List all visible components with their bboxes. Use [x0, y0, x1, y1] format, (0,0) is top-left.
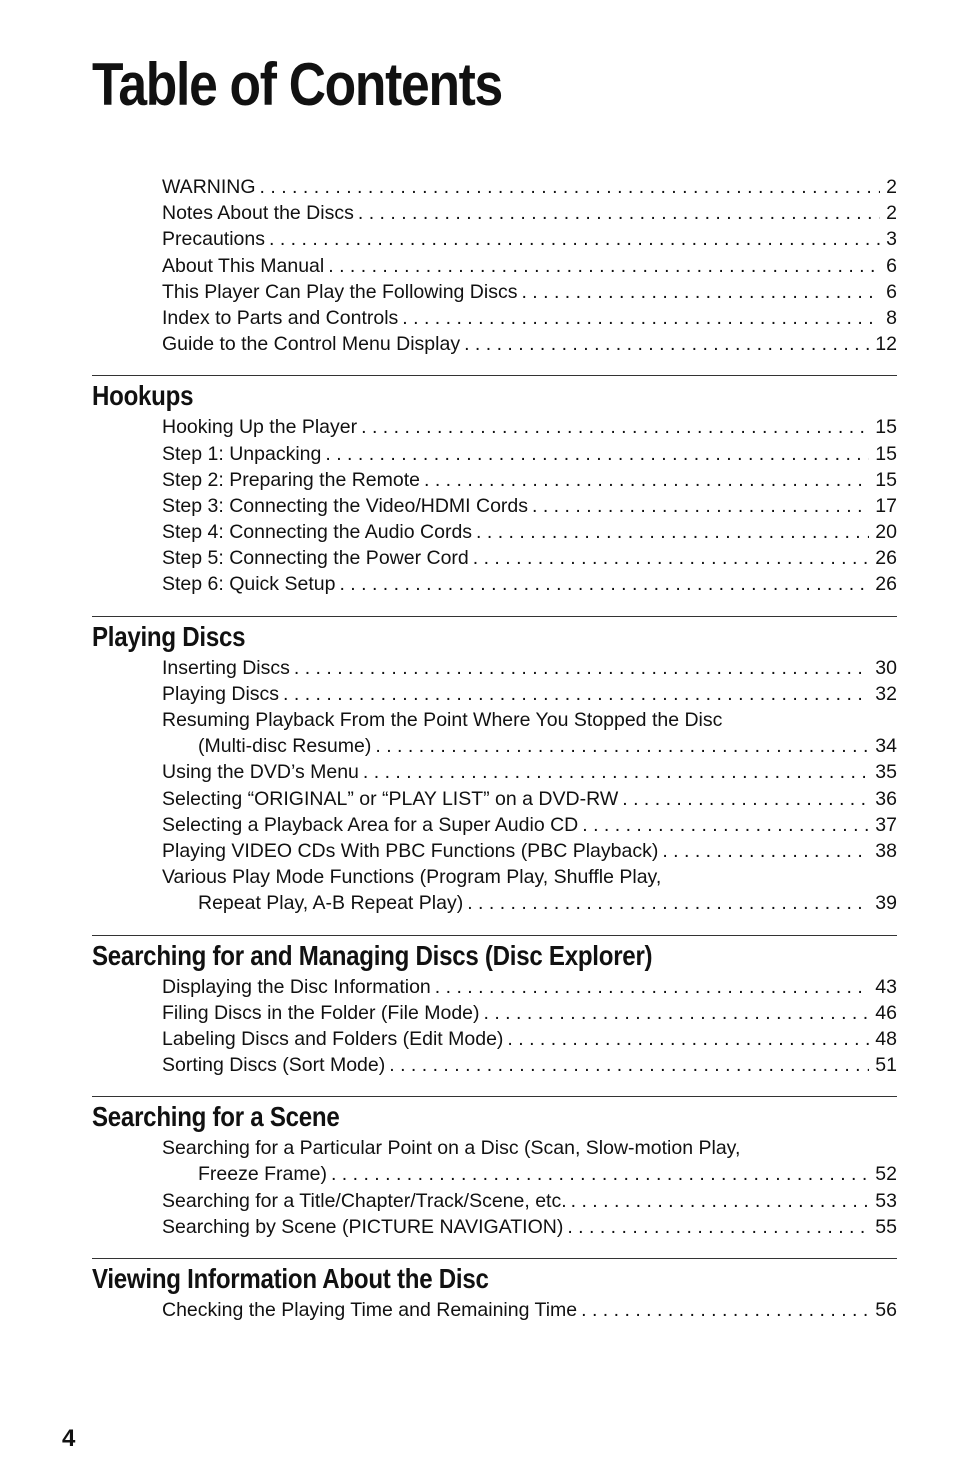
toc-entry-page: 20 [875, 521, 897, 544]
toc-entry[interactable] [162, 493, 897, 519]
toc-section-viewing-info [92, 1258, 897, 1323]
toc-entry[interactable] [162, 331, 897, 357]
toc-entry-page: 6 [886, 254, 897, 277]
toc-entry-page: 32 [875, 682, 897, 705]
toc-entry[interactable] [162, 519, 897, 545]
toc-entry-page: 55 [875, 1215, 897, 1238]
dot-leader [339, 571, 869, 597]
toc-entry-page: 12 [875, 333, 897, 356]
toc-entry[interactable] [162, 786, 897, 812]
dot-leader [294, 655, 869, 681]
toc-intro [162, 174, 897, 357]
dot-leader [325, 441, 869, 467]
dot-leader [328, 253, 880, 279]
toc-entry[interactable] [162, 974, 897, 1000]
dot-leader [582, 812, 869, 838]
page-number: 4 [62, 1425, 76, 1452]
toc-entry-page: 53 [875, 1189, 897, 1212]
toc-entry[interactable] [162, 545, 897, 571]
dot-leader [435, 974, 870, 1000]
dot-leader [521, 279, 880, 305]
toc-section-hookups [92, 375, 897, 597]
dot-leader [424, 467, 869, 493]
dot-leader [375, 733, 869, 759]
toc-entry-page: 46 [875, 1001, 897, 1024]
dot-leader [402, 305, 880, 331]
toc-entry[interactable] [162, 441, 897, 467]
toc-entry-first-line[interactable]: Searching for a Particular Point on a Disc (Scan, Slow-motion Play, [162, 1137, 741, 1160]
toc-entry-label: About This Manual [162, 254, 325, 277]
dot-leader [476, 519, 869, 545]
toc-entry-page: 2 [886, 202, 897, 225]
toc-entry-page: 52 [875, 1163, 897, 1186]
section-heading: Hookups [92, 380, 194, 412]
toc-entry-page: 15 [875, 442, 897, 465]
dot-leader [581, 1297, 869, 1323]
toc-entry[interactable] [162, 571, 897, 597]
toc-entry-label: Playing Discs [162, 682, 280, 705]
toc-entry[interactable] [162, 759, 897, 785]
toc-entry-label: Step 3: Connecting the Video/HDMI Cords [162, 494, 529, 517]
toc-entry-label: Step 4: Connecting the Audio Cords [162, 521, 473, 544]
toc-entry[interactable] [162, 1214, 897, 1240]
toc-entry-label: Inserting Discs [162, 656, 290, 679]
toc-entry[interactable] [162, 681, 897, 707]
toc-entry-page: 26 [875, 573, 897, 596]
toc [92, 174, 897, 1323]
toc-entry-page: 56 [875, 1299, 897, 1321]
toc-entry-page: 35 [875, 761, 897, 784]
toc-entry-page: 39 [875, 892, 897, 915]
toc-entry-first-line[interactable]: Resuming Playback From the Point Where You Stopped the Disc [162, 709, 723, 731]
toc-entry[interactable] [162, 305, 897, 331]
toc-entry-first-line[interactable]: Various Play Mode Functions (Program Play, Shuffle Play, [162, 866, 662, 889]
toc-entry-page: 43 [875, 975, 897, 998]
toc-entry-label: Freeze Frame) [198, 1163, 327, 1186]
dot-leader [464, 331, 869, 357]
toc-entry[interactable] [162, 467, 897, 493]
page-title: Table of Contents [92, 51, 502, 118]
toc-entry-page: 15 [875, 416, 897, 439]
toc-entry-label: Hooking Up the Player [162, 416, 358, 439]
toc-entry-label: Sorting Discs (Sort Mode) [162, 1054, 386, 1077]
toc-entry-label: Step 2: Preparing the Remote [162, 468, 420, 491]
toc-entry-label: Step 1: Unpacking [162, 442, 322, 465]
toc-entry-label: Repeat Play, A-B Repeat Play) [198, 892, 464, 915]
dot-leader [467, 890, 869, 916]
toc-entry[interactable] [162, 174, 897, 200]
toc-entry[interactable] [162, 1052, 897, 1078]
toc-entry-page: 36 [875, 787, 897, 810]
toc-entry-page: 48 [875, 1027, 897, 1050]
toc-entry-label: Notes About the Discs [162, 202, 354, 225]
toc-entry-label: Guide to the Control Menu Display [162, 333, 461, 356]
dot-leader [532, 493, 869, 519]
dot-leader [622, 786, 869, 812]
toc-section-playing-discs [92, 616, 897, 917]
toc-entry[interactable] [162, 733, 897, 759]
toc-entry-page: 15 [875, 468, 897, 491]
toc-entry[interactable] [162, 200, 897, 226]
toc-entry[interactable] [162, 655, 897, 681]
dot-leader [484, 1000, 870, 1026]
section-heading: Viewing Information About the Disc [92, 1263, 489, 1294]
toc-entry[interactable] [162, 838, 897, 864]
toc-entry-page: 6 [886, 280, 897, 303]
toc-entry-label: Index to Parts and Controls [162, 306, 399, 329]
toc-entry[interactable] [162, 812, 897, 838]
section-heading: Searching for and Managing Discs (Disc Explorer) [92, 939, 653, 971]
toc-section-searching-scene [92, 1096, 897, 1240]
toc-entry-page: 38 [875, 839, 897, 862]
dot-leader [567, 1214, 869, 1240]
section-heading: Searching for a Scene [92, 1101, 340, 1133]
toc-entry[interactable] [162, 279, 897, 305]
toc-entry-label: Searching for a Title/Chapter/Track/Scene, etc. [162, 1189, 567, 1212]
dot-leader [473, 545, 870, 571]
toc-entry-label: WARNING [162, 176, 256, 198]
toc-entry-label: Filing Discs in the Folder (File Mode) [162, 1001, 480, 1024]
toc-entry-page: 37 [875, 813, 897, 836]
toc-entry-page: 8 [886, 306, 897, 329]
section-heading: Playing Discs [92, 620, 246, 652]
dot-leader [389, 1052, 869, 1078]
toc-entry-label: Searching by Scene (PICTURE NAVIGATION) [162, 1215, 564, 1238]
toc-entry[interactable] [162, 414, 897, 440]
toc-entry[interactable] [162, 890, 897, 916]
toc-entry[interactable] [162, 1161, 897, 1187]
toc-entry[interactable] [162, 1000, 897, 1026]
toc-entry[interactable] [162, 1026, 897, 1052]
toc-entry-label: Selecting a Playback Area for a Super Audio CD [162, 813, 579, 836]
toc-entry-page: 3 [886, 228, 897, 251]
dot-leader [283, 681, 869, 707]
toc-entry-label: Step 5: Connecting the Power Cord [162, 547, 469, 570]
dot-leader [331, 1161, 869, 1187]
toc-entry-label: Step 6: Quick Setup [162, 573, 336, 596]
dot-leader [662, 838, 869, 864]
toc-entry-label: This Player Can Play the Following Discs [162, 280, 518, 303]
toc-entry-page: 51 [875, 1054, 897, 1077]
dot-leader [507, 1026, 869, 1052]
toc-entry[interactable] [162, 1297, 897, 1323]
dot-leader [571, 1188, 870, 1214]
toc-entry-label: (Multi-disc Resume) [198, 735, 372, 758]
toc-section-disc-explorer [92, 935, 897, 1079]
toc-entry[interactable] [162, 253, 897, 279]
toc-entry-page: 26 [875, 547, 897, 570]
toc-entry-label: Selecting “ORIGINAL” or “PLAY LIST” on a DVD-RW [162, 787, 619, 810]
toc-entry-label: Labeling Discs and Folders (Edit Mode) [162, 1027, 504, 1050]
toc-entry-label: Playing VIDEO CDs With PBC Functions (PBC Playback) [162, 839, 659, 862]
toc-entry[interactable] [162, 226, 897, 252]
toc-entry-page: 30 [875, 656, 897, 679]
toc-entry-page: 17 [875, 494, 897, 517]
toc-entry-label: Precautions [162, 228, 265, 251]
dot-leader [363, 759, 869, 785]
toc-entry-page: 2 [886, 176, 897, 198]
toc-entry-label: Using the DVD’s Menu [162, 761, 359, 784]
dot-leader [269, 226, 880, 252]
toc-entry[interactable] [162, 1188, 897, 1214]
dot-leader [260, 174, 881, 200]
toc-entry-label: Displaying the Disc Information [162, 975, 431, 998]
toc-entry-label: Checking the Playing Time and Remaining Time [162, 1299, 578, 1321]
dot-leader [358, 200, 880, 226]
dot-leader [361, 414, 869, 440]
toc-entry-page: 34 [875, 735, 897, 758]
